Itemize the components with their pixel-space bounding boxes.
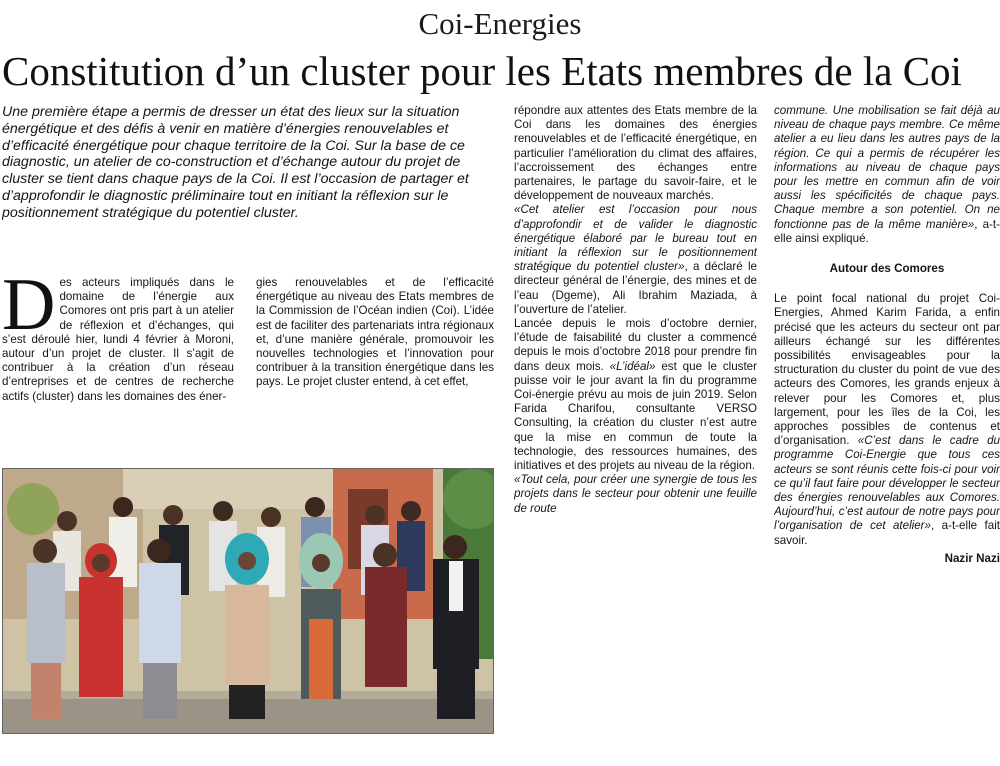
article-kicker: Coi-Energies <box>418 6 582 41</box>
column-4-paragraph-2-text: Le point focal national du projet Coi-Energies, Ahmed Karim Farida, a enfin précisé que les acteurs du secteur ont par ailleurs échangé sur les différentes possibilités envisageables pour la structuration du cluster du point de vue des acteurs des Comores, les grands enjeux à relever pour les Comores et, plus largement, pour les îles de la Coi, les approches possibles de contenus et d’organisation. <box>774 292 1000 448</box>
column-4-paragraph-2 <box>774 292 1000 548</box>
article-lead <box>2 104 490 264</box>
quote-ideal: «L’idéal» <box>609 359 656 373</box>
quote-consultant: commune. Une mobilisation se fait déjà au niveau de chaque pays membre. Ce même atelier a eu lieu dans les autres pays de la région. Ce qui a permis de récupérer les informations au niveau de chaque pays pour les mettre en commun afin de voir aussi les spécificités de chaque pays. Chaque membre a son potentiel. On ne fonctionne pas de la même manière» <box>774 104 1000 231</box>
column-1-text: es acteurs impliqués dans le domaine de l’énergie aux Comores ont pris part à un atelier de réflexion et d’échanges, qui s’est déroulé hier, lundi 4 février à Moroni, autour d’un projet de cluster. Il s’agit de contribuer à la création d’un réseau d’entreprises et de centres de recherche actifs (cluster) dans les domaines des éner- <box>2 276 234 403</box>
column-3-paragraph-3 <box>514 317 757 473</box>
author-signature: Nazir Nazi <box>944 551 1000 565</box>
group-photo-image <box>3 469 494 734</box>
column-3-paragraph-4: «Tout cela, pour créer une synergie de tous les projets dans le secteur pour obtenir une feuille de route <box>514 473 757 515</box>
column-1 <box>2 276 234 462</box>
lead-text: Une première étape a permis de dresser un état des lieux sur la situation énergétique et des défis à venir en matière d’énergies renouvelables et d’efficacité énergétique pour chaque territoire de la Coi. Sur la base de ce diagnostic, un atelier de co-construction et d’échange autour du projet de cluster se tient dans chaque pays de la Coi. Il est l’occasion de partager et d’approfondir le diagnostic préliminaire tout en initiant la réflexion sur le positionnement stratégique du potentiel cluster. <box>2 104 469 221</box>
quote-dgeme-attribution: , a déclaré le directeur général de l’énergie, des mines et de l’eau (Dgeme), Ali Ibrahim Maziada, à l’ouverture de l’atelier. <box>514 260 757 316</box>
column-3 <box>514 104 757 744</box>
column-4 <box>774 104 1000 744</box>
quote-consultant-attribution: , a-t-elle ainsi expliqué. <box>774 217 1000 245</box>
column-2-text: gies renouvelables et de l’efficacité énergétique au niveau des Etats membres de la Commission de l’Océan indien (Coi). L’idée est de faciliter des partenariats intra régionaux et, d’une manière générale, promouvoir les nouvelles technologies et l’innovation pour contribuer à la transition énergétique dans les pays. Le projet cluster entend, à cet effet, <box>256 276 494 389</box>
quote-focal-point-attribution: , a-t-elle fait savoir. <box>774 519 1000 547</box>
column-2 <box>256 276 494 462</box>
group-photo <box>2 468 494 734</box>
drop-cap: D <box>2 276 56 346</box>
column-3-paragraph-3b: est que le cluster puisse voir le jour avant la fin du programme Coi-énergie prévu au mois de juin 2019. Selon Farida Charifou, consultante VERSO Consulting, la création du cluster n’est autre que la mise en commun de toute la technologie, des ressources humaines, des initiatives et des projets au niveau de la région. <box>514 359 757 473</box>
article-headline: Constitution d’un cluster pour les Etats membres de la Coi <box>2 48 962 94</box>
quote-focal-point: «C’est dans le cadre du programme Coi-Energie que tous ces acteurs se sont réunis cette fois-ci pour voir ce qu’il faut faire pour développer le secteur des énergies renouvelables aux Comores. Aujourd’hui, c’est autour de notre pays pour l’organisation de cet atelier» <box>774 434 1000 533</box>
column-3-paragraph-2 <box>514 203 757 317</box>
quote-dgeme: «Cet atelier est l’occasion pour nous d’approfondir et de valider le diagnostic énergétique élaboré par le bureau tout en initiant la réflexion sur le positionnement stratégique du potentiel cluster» <box>514 203 757 274</box>
subheading: Autour des Comores <box>829 262 945 276</box>
column-4-paragraph-1 <box>774 104 1000 246</box>
column-3-paragraph-1: répondre aux attentes des Etats membre de la Coi dans les domaines des énergies renouvelables et de l’efficacité énergétique, en particulier l’amélioration du climat des affaires, l’accroissement des échanges entre partenaires, le partage du savoir-faire, et le développement de nouveaux marchés. <box>514 104 757 203</box>
column-3-paragraph-3a: Lancée depuis le mois d’octobre dernier, l’étude de faisabilité du cluster a commencé depuis le mois d’octobre 2018 pour prendre fin dans deux mois. <box>514 317 757 373</box>
